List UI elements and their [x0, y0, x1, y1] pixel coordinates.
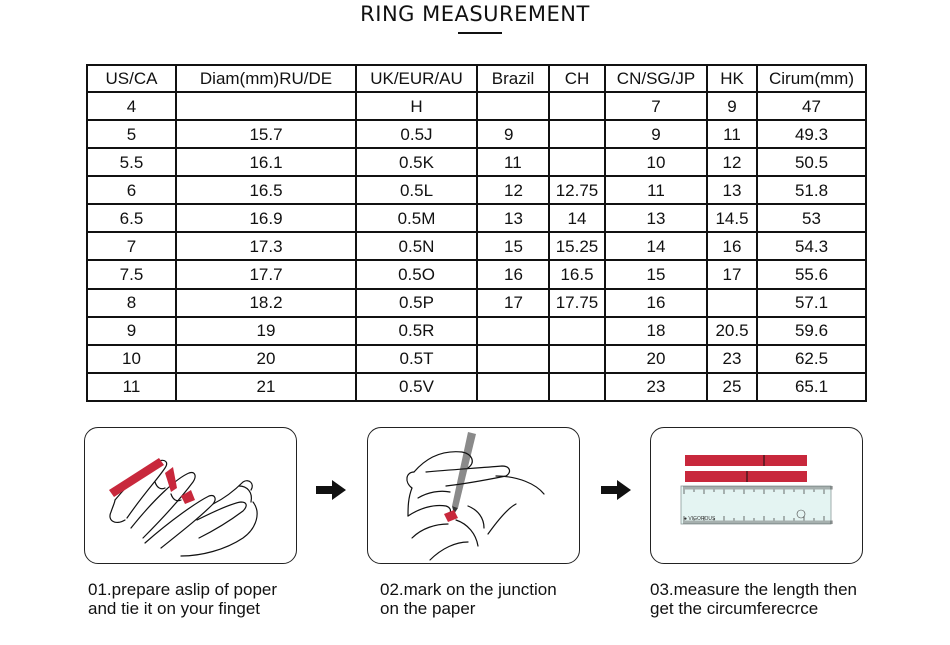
step-1-caption-line-2: and tie it on your finget: [88, 599, 261, 618]
header-us-ca: US/CA: [87, 65, 176, 92]
header-diam-ru-de: Diam(mm)RU/DE: [176, 65, 356, 92]
page-title: RING MEASUREMENT: [360, 2, 590, 26]
step-3-caption: [650, 580, 857, 618]
cell-us-ca: 6.5: [87, 204, 176, 232]
cell-cn-sg-jp: 15: [605, 260, 707, 288]
cell-circum: 57.1: [757, 289, 866, 317]
step-1-caption-line-1: 01.prepare aslip of poper: [88, 580, 278, 599]
cell-cn-sg-jp: 20: [605, 345, 707, 373]
table-row: [87, 317, 866, 345]
cell-hk: 23: [707, 345, 757, 373]
cell-hk: [707, 289, 757, 317]
table-row: [87, 373, 866, 401]
table-row: [87, 232, 866, 260]
cell-diam-ru-de: [176, 92, 356, 120]
cell-hk: 20.5: [707, 317, 757, 345]
step-3-caption-line-1: 03.measure the length then: [650, 580, 857, 599]
cell-circum: 47: [757, 92, 866, 120]
cell-ch: [549, 345, 605, 373]
step-1-illustration: [84, 427, 297, 564]
cell-brazil: 15: [477, 232, 549, 260]
cell-circum: 65.1: [757, 373, 866, 401]
step-2-illustration: [367, 427, 580, 564]
cell-ch: [549, 317, 605, 345]
cell-diam-ru-de: 15.7: [176, 120, 356, 148]
table-row: [87, 176, 866, 204]
cell-brazil: 17: [477, 289, 549, 317]
step-3-illustration: [650, 427, 863, 564]
cell-uk-eur-au: 0.5N: [356, 232, 477, 260]
cell-us-ca: 8: [87, 289, 176, 317]
table-row: [87, 92, 866, 120]
cell-hk: 17: [707, 260, 757, 288]
header-ch: CH: [549, 65, 605, 92]
header-uk-eur-au: UK/EUR/AU: [356, 65, 477, 92]
cell-cn-sg-jp: 16: [605, 289, 707, 317]
cell-ch: 12.75: [549, 176, 605, 204]
cell-brazil: [477, 345, 549, 373]
cell-circum: 50.5: [757, 148, 866, 176]
cell-brazil: 13: [477, 204, 549, 232]
table-row: [87, 120, 866, 148]
cell-diam-ru-de: 20: [176, 345, 356, 373]
cell-us-ca: 4: [87, 92, 176, 120]
table-row: [87, 345, 866, 373]
cell-circum: 59.6: [757, 317, 866, 345]
cell-uk-eur-au: 0.5R: [356, 317, 477, 345]
cell-circum: 51.8: [757, 176, 866, 204]
hand-with-paper-strip-icon: [85, 428, 295, 562]
cell-us-ca: 9: [87, 317, 176, 345]
cell-ch: [549, 120, 605, 148]
table-body: [87, 92, 866, 401]
cell-brazil: 16: [477, 260, 549, 288]
header-brazil: Brazil: [477, 65, 549, 92]
hand-marking-pen-icon: [368, 428, 578, 562]
cell-diam-ru-de: 16.1: [176, 148, 356, 176]
cell-us-ca: 5.5: [87, 148, 176, 176]
cell-brazil: [477, 317, 549, 345]
cell-cn-sg-jp: 11: [605, 176, 707, 204]
cell-cn-sg-jp: 14: [605, 232, 707, 260]
step-3-caption-line-2: get the circumferecrce: [650, 599, 819, 618]
header-hk: HK: [707, 65, 757, 92]
cell-ch: 15.25: [549, 232, 605, 260]
cell-uk-eur-au: 0.5P: [356, 289, 477, 317]
cell-uk-eur-au: 0.5L: [356, 176, 477, 204]
cell-diam-ru-de: 21: [176, 373, 356, 401]
cell-circum: 53: [757, 204, 866, 232]
table-row: [87, 289, 866, 317]
ring-size-table: [86, 64, 867, 402]
cell-hk: 12: [707, 148, 757, 176]
cell-us-ca: 5: [87, 120, 176, 148]
cell-us-ca: 6: [87, 176, 176, 204]
step-2-caption-line-1: 02.mark on the junction: [380, 580, 557, 599]
cell-ch: 14: [549, 204, 605, 232]
cell-hk: 13: [707, 176, 757, 204]
cell-diam-ru-de: 19: [176, 317, 356, 345]
step-1-caption: [88, 580, 277, 618]
cell-uk-eur-au: 0.5V: [356, 373, 477, 401]
cell-diam-ru-de: 17.7: [176, 260, 356, 288]
cell-circum: 54.3: [757, 232, 866, 260]
cell-uk-eur-au: 0.5K: [356, 148, 477, 176]
cell-uk-eur-au: H: [356, 92, 477, 120]
cell-brazil: [477, 373, 549, 401]
cell-circum: 55.6: [757, 260, 866, 288]
next-arrow-icon: [601, 480, 631, 500]
cell-hk: 9: [707, 92, 757, 120]
cell-diam-ru-de: 18.2: [176, 289, 356, 317]
cell-diam-ru-de: 16.5: [176, 176, 356, 204]
cell-cn-sg-jp: 7: [605, 92, 707, 120]
cell-ch: [549, 373, 605, 401]
cell-hk: 14.5: [707, 204, 757, 232]
step-2-caption-line-2: on the paper: [380, 599, 476, 618]
step-2-caption: [380, 580, 557, 618]
ruler-brand-text: ● VIGOROUS: [684, 516, 716, 522]
cell-uk-eur-au: 0.5T: [356, 345, 477, 373]
cell-hk: 25: [707, 373, 757, 401]
cell-cn-sg-jp: 9: [605, 120, 707, 148]
cell-us-ca: 10: [87, 345, 176, 373]
cell-uk-eur-au: 0.5O: [356, 260, 477, 288]
cell-ch: [549, 148, 605, 176]
cell-circum: 62.5: [757, 345, 866, 373]
table-row: [87, 260, 866, 288]
cell-cn-sg-jp: 13: [605, 204, 707, 232]
cell-circum: 49.3: [757, 120, 866, 148]
header-circum: Cirum(mm): [757, 65, 866, 92]
cell-brazil: 11: [477, 148, 549, 176]
table-row: [87, 204, 866, 232]
title-underline: [458, 32, 502, 34]
cell-uk-eur-au: 0.5J: [356, 120, 477, 148]
cell-cn-sg-jp: 23: [605, 373, 707, 401]
cell-ch: 16.5: [549, 260, 605, 288]
cell-ch: 17.75: [549, 289, 605, 317]
cell-cn-sg-jp: 10: [605, 148, 707, 176]
cell-diam-ru-de: 17.3: [176, 232, 356, 260]
cell-hk: 16: [707, 232, 757, 260]
cell-uk-eur-au: 0.5M: [356, 204, 477, 232]
table-header-row: [87, 65, 866, 92]
cell-diam-ru-de: 16.9: [176, 204, 356, 232]
cell-brazil: 9: [477, 120, 549, 148]
header-cn-sg-jp: CN/SG/JP: [605, 65, 707, 92]
cell-us-ca: 7.5: [87, 260, 176, 288]
cell-us-ca: 11: [87, 373, 176, 401]
cell-brazil: [477, 92, 549, 120]
ruler-with-strips-icon: [651, 428, 861, 562]
cell-brazil: 12: [477, 176, 549, 204]
next-arrow-icon: [316, 480, 346, 500]
cell-us-ca: 7: [87, 232, 176, 260]
cell-hk: 11: [707, 120, 757, 148]
table-row: [87, 148, 866, 176]
cell-ch: [549, 92, 605, 120]
cell-cn-sg-jp: 18: [605, 317, 707, 345]
